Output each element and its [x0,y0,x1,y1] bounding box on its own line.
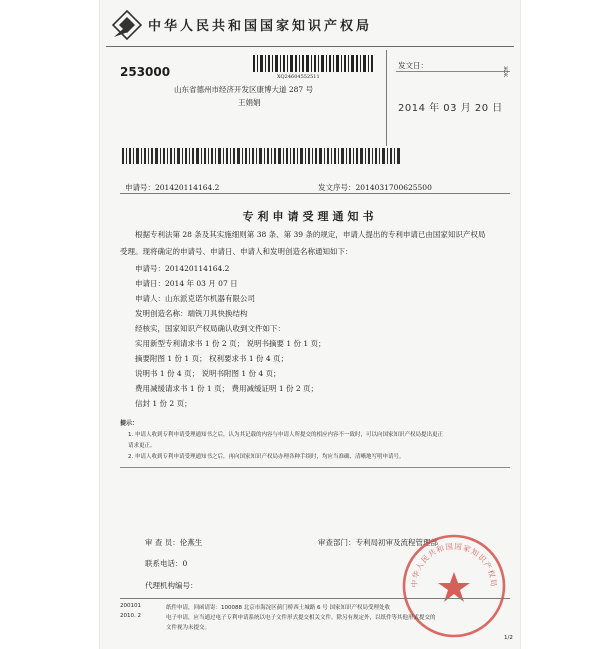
footer-code-2: 2010. 2 [120,613,141,619]
notice-intro-line-2: 受理。现将确定的申请号、申请日、申请人和发明创造名称通知如下： [120,247,353,256]
footer-code-1: 200101 [120,603,141,609]
dispatch-serial-value: 2014031700625500 [355,183,432,192]
dispatch-date-value: 2014 年 03 月 20 日 [398,103,503,114]
examiner-label: 审 查 员： [145,538,180,547]
footer-line-3: 文件视为未提交。 [166,625,211,631]
header-title: 中华人民共和国国家知识产权局 [148,19,373,34]
file-list-row: 实用新型专利请求书 1 份 2 页； 说明书摘要 1 份 1 页； [135,339,326,348]
file-list-row: 说明书 1 份 4 页； 说明书附图 1 份 4 页； [135,369,281,378]
page-number: 1/2 [504,635,513,641]
notice-intro-line-1: 根据专利法第 28 条及其实施细则第 38 条、第 39 条的规定，申请人提出的专利申请已由国家知识产权局 [135,230,486,239]
official-seal-icon [400,532,508,640]
department-value: 专利局初审及流程管理部 [355,538,438,547]
agency-label: 代理机构编号： [145,581,198,590]
contact-value: 0 [182,559,188,568]
cnipa-logo-icon [110,8,144,42]
dispatch-serial-label: 发文序号： [318,183,356,192]
notice-document [100,0,520,649]
examiner-row [145,537,202,548]
department-label: 审查部门： [318,538,356,547]
file-list-row: 信封 1 份 2 页； [135,399,192,408]
application-number-label: 申请号： [125,183,155,192]
footer-line-2: 电子申请，应当通过电子专利申请系统以电子文件形式提交相关文件。除另有规定外，以纸件等其他形式提交的 [166,615,436,621]
field-received-files-intro: 经核实，国家知识产权局确认收到文件如下： [135,324,285,333]
file-list-row: 摘要附图 1 份 1 页； 权利要求书 1 份 4 页； [135,354,289,363]
tip-item: 1. 申请人收到专利申请受理通知书之后，认为其记载的内容与申请人所提交的相应内容不一致时，可以向国家知识产权局提出更正 [128,432,444,438]
tips-heading: 提示： [120,420,139,427]
file-list-row: 费用减缓请求书 1 份 1 页； 费用减缓证明 1 份 2 页； [135,384,319,393]
address-barcode-icon [253,55,373,72]
dispatch-serial-row [318,182,432,193]
tip-item: 请求更正。 [128,443,156,449]
svg-text:中华人民共和国国家知识产权局: 中华人民共和国国家知识产权局 [409,541,499,588]
recipient-name: 王娟娟 [238,98,261,107]
notice-barcode-icon [122,148,400,164]
side-mark: ЖЖ [502,66,508,78]
footer-divider [120,598,510,599]
dispatch-date-divider [396,71,510,72]
tips-divider [120,467,510,468]
contact-label: 联系电话： [145,559,183,568]
postcode: 253000 [120,65,171,79]
header-divider [106,46,514,47]
footer-line-1: 纸件申请，回函请寄：100088 北京市海淀区蓟门桥西土城路 6 号 国家知识产权局受理处收 [166,605,390,611]
application-number-value: 201420114164.2 [155,183,220,192]
recipient-address: 山东省德州市经济开发区康博大道 287 号 [174,85,314,94]
field-invention-name: 发明创造名称：端铣刀具快换结构 [135,309,248,318]
tip-item: 2. 申请人收到专利申请受理通知书之后，再向国家知识产权局办理各种手续时，均应当准确、清晰地写明申请号。 [128,454,405,460]
field-applicant: 申请人：山东派克诺尔机器有限公司 [135,294,255,303]
dispatch-date-label: 发文日： [398,61,428,70]
notice-title: 专利申请受理通知书 [242,210,378,223]
numbers-divider [120,193,510,194]
barcode-number: XQ24604552511 [277,74,320,80]
field-application-number: 申请号：201420114164.2 [135,264,230,273]
contact-row [145,558,187,569]
field-application-date: 申请日：2014 年 03 月 07 日 [135,279,238,288]
examiner-value: 伦燕生 [179,538,203,547]
vertical-divider [386,50,387,146]
application-number-row [125,182,219,193]
